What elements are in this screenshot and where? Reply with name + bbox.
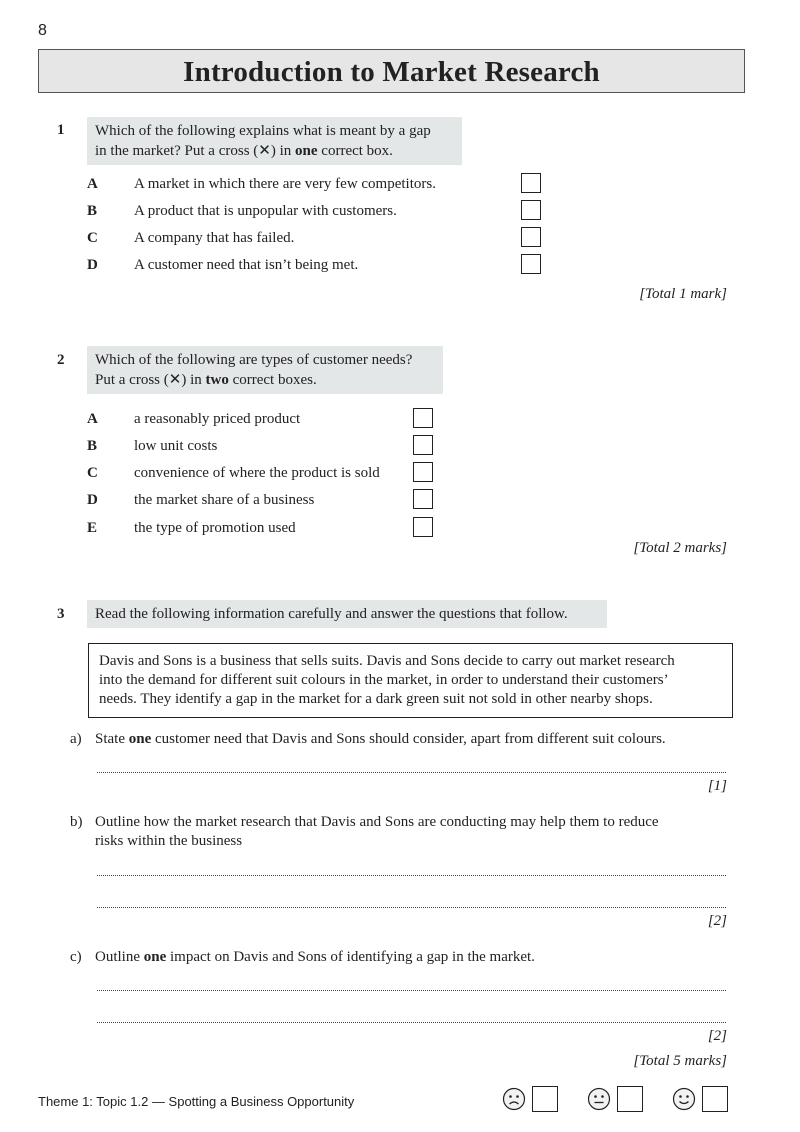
q2-option-letter-b: B [87, 438, 98, 454]
q2-checkbox-d[interactable] [413, 489, 433, 509]
answer-line-b2[interactable] [97, 903, 726, 908]
q1-option-text-a: A market in which there are very few competitors. [134, 176, 436, 192]
part-a-question: State one customer need that Davis and Sons should consider, apart from different suit colours. [95, 731, 666, 747]
q2-checkbox-b[interactable] [413, 435, 433, 455]
q2-option-letter-a: A [87, 411, 98, 427]
q1-option-text-b: A product that is unpopular with customers. [134, 203, 397, 219]
rating-box-neutral[interactable] [617, 1086, 643, 1112]
part-c-marks: [2] [707, 1028, 727, 1044]
q1-checkbox-d[interactable] [521, 254, 541, 274]
happy-face-icon [672, 1087, 696, 1111]
q1-checkbox-a[interactable] [521, 173, 541, 193]
q1-option-text-d: A customer need that isn’t being met. [134, 257, 359, 273]
answer-line-c2[interactable] [97, 1018, 726, 1023]
part-a-marks: [1] [707, 778, 727, 794]
rating-box-sad[interactable] [532, 1086, 558, 1112]
question-3-number: 3 [57, 606, 65, 622]
page-title: Introduction to Market Research [38, 49, 745, 93]
q2-option-text-a: a reasonably priced product [134, 411, 301, 427]
answer-line-a1[interactable] [97, 768, 726, 773]
question-3-prompt: Read the following information carefully and answer the questions that follow. [87, 600, 607, 628]
cross-symbol-icon: ✕ [168, 372, 182, 388]
rating-box-happy[interactable] [702, 1086, 728, 1112]
question-1-prompt-line1: Which of the following explains what is meant by a gap [95, 123, 431, 139]
question-2-prompt [87, 346, 443, 394]
q1-option-letter-a: A [87, 176, 98, 192]
q2-option-letter-e: E [87, 520, 98, 536]
question-1-prompt [87, 117, 462, 165]
cross-symbol-icon: ✕ [258, 143, 271, 159]
q1-option-letter-c: C [87, 230, 98, 246]
question-2-prompt-line2: Put a cross (✕) in two correct boxes. [95, 372, 317, 388]
question-2-number: 2 [57, 352, 65, 368]
footer-topic: Theme 1: Topic 1.2 — Spotting a Business Opportunity [38, 1094, 355, 1109]
case-study-line: into the demand for different suit colours in the market, in order to understand their customers’ [99, 672, 669, 688]
q1-option-text-c: A company that has failed. [134, 230, 295, 246]
neutral-face-icon [587, 1087, 611, 1111]
q3-total-marks: [Total 5 marks] [633, 1053, 727, 1069]
part-b-marks: [2] [707, 913, 727, 929]
q2-option-text-c: convenience of where the product is sold [134, 465, 380, 481]
case-study-box [88, 643, 733, 718]
part-b-question: Outline how the market research that Davis and Sons are conducting may help them to reduce risks within the business [95, 814, 659, 849]
q1-total-marks: [Total 1 mark] [639, 286, 727, 302]
question-1-number: 1 [57, 122, 65, 138]
q2-checkbox-e[interactable] [413, 517, 433, 537]
q2-checkbox-c[interactable] [413, 462, 433, 482]
part-c-question: Outline one impact on Davis and Sons of identifying a gap in the market. [95, 949, 535, 965]
case-study-line: Davis and Sons is a business that sells suits. Davis and Sons decide to carry out market research [99, 653, 675, 669]
q2-option-letter-c: C [87, 465, 98, 481]
part-b-label: b) [70, 814, 83, 830]
question-1-prompt-line2: in the market? Put a cross (✕) in one correct box. [95, 143, 393, 159]
q1-option-letter-d: D [87, 257, 98, 273]
question-2-prompt-line1: Which of the following are types of customer needs? [95, 352, 413, 368]
q2-option-letter-d: D [87, 492, 98, 508]
q1-option-letter-b: B [87, 203, 98, 219]
q2-option-text-d: the market share of a business [134, 492, 315, 508]
page-number: 8 [38, 22, 47, 39]
part-c-label: c) [70, 949, 82, 965]
case-study-line: needs. They identify a gap in the market for a dark green suit not sold in other nearby shops. [99, 691, 653, 707]
part-a-label: a) [70, 731, 82, 747]
answer-line-b1[interactable] [97, 871, 726, 876]
answer-line-c1[interactable] [97, 986, 726, 991]
q2-option-text-b: low unit costs [134, 438, 218, 454]
q2-option-text-e: the type of promotion used [134, 520, 296, 536]
q2-checkbox-a[interactable] [413, 408, 433, 428]
q1-checkbox-c[interactable] [521, 227, 541, 247]
q2-total-marks: [Total 2 marks] [633, 540, 727, 556]
sad-face-icon [502, 1087, 526, 1111]
q1-checkbox-b[interactable] [521, 200, 541, 220]
